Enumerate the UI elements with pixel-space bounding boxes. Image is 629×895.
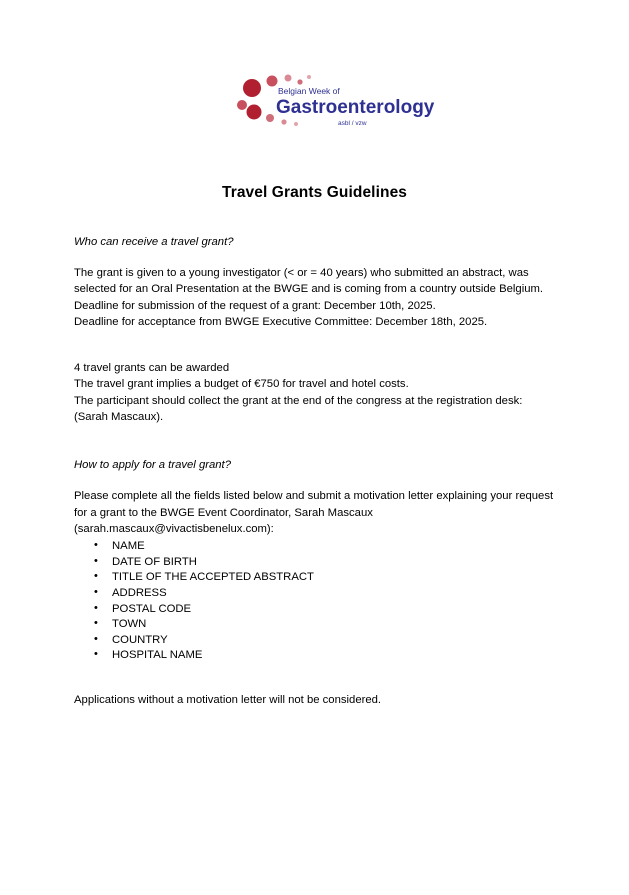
coordinator-email-line: (sarah.mascaux@vivactisbenelux.com): (74, 522, 274, 535)
grant-collection-line2: (Sarah Mascaux). (74, 411, 164, 424)
deadline-acceptance: Deadline for acceptance from BWGE Executive Committee: December 18th, 2025. (74, 315, 488, 328)
svg-text:Belgian Week of: Belgian Week of (277, 86, 340, 96)
list-item: • DATE OF BIRTH (74, 555, 555, 571)
list-item: • POSTAL CODE (74, 602, 555, 618)
grant-budget: The travel grant implies a budget of €750 for travel and hotel costs. (74, 378, 409, 391)
paragraph-eligibility: The grant is given to a young investigator (< or = 40 years) who submitted an abstract, was selected for an Oral Presentation at the BWGE and is coming from a country outside Belgium. (74, 267, 544, 296)
grant-collection-line1: The participant should collect the grant at the end of the congress at the registration desk: (74, 394, 523, 407)
list-item: • ADDRESS (74, 586, 555, 602)
page-title: Travel Grants Guidelines (221, 184, 408, 201)
list-item: • HOSPITAL NAME (74, 648, 555, 664)
grants-count: 4 travel grants can be awarded (74, 362, 230, 375)
list-item: • TOWN (74, 617, 555, 633)
deadline-submission: Deadline for submission of the request of a grant: December 10th, 2025. (74, 299, 436, 312)
section-heading-who: Who can receive a travel grant? (74, 236, 234, 248)
bwge-logo-graphic (230, 72, 434, 140)
svg-text:Gastroenterology: Gastroenterology (275, 97, 434, 118)
paragraph-apply: Please complete all the fields listed below and submit a motivation letter explaining your request for a grant to the BWGE Event Coordinator, Sarah Mascaux (74, 490, 554, 519)
list-item: • NAME (74, 539, 555, 555)
svg-text:asbl / vzw: asbl / vzw (337, 120, 367, 127)
list-item: • TITLE OF THE ACCEPTED ABSTRACT (74, 570, 555, 586)
section-heading-how: How to apply for a travel grant? (74, 459, 231, 472)
bwge-logo (230, 0, 434, 140)
list-item: • COUNTRY (74, 633, 555, 649)
closing-note: Applications without a motivation letter will not be considered. (74, 694, 382, 707)
required-fields-list (74, 539, 555, 664)
